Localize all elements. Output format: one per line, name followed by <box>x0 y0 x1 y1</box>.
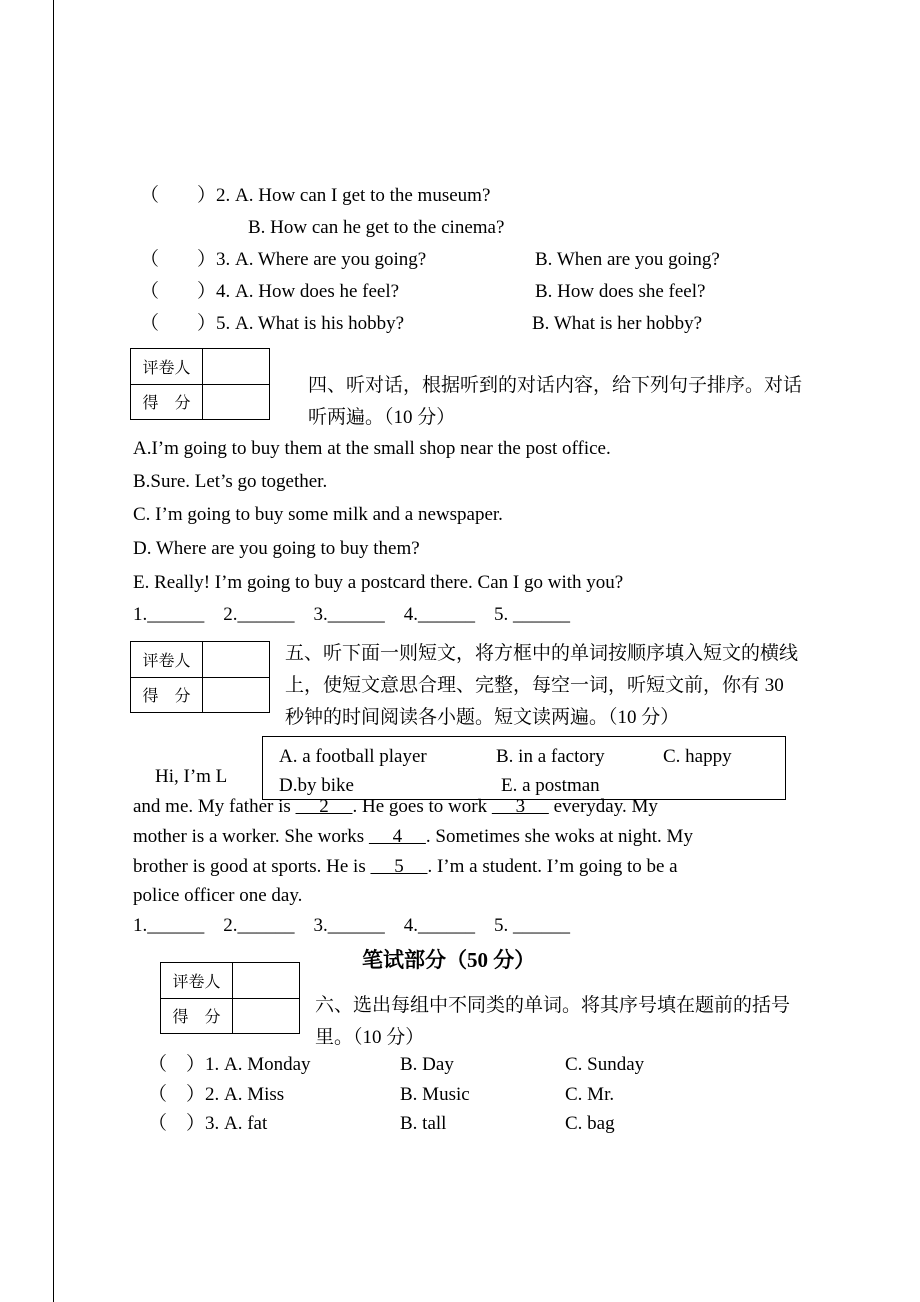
written-section-heading: 笔试部分（50 分） <box>362 948 536 972</box>
section5-title-line3: 秒钟的时间阅读各小题。短文读两遍。（10 分） <box>285 707 680 728</box>
passage-blank-5: 5 <box>370 856 428 877</box>
word-bank-option-b: B. in a factory <box>496 746 605 767</box>
section4-title-line2: 听两遍。（10 分） <box>308 407 456 428</box>
section4-answer-blanks: 1.______ 2.______ 3.______ 4.______ 5. ______ <box>133 604 570 625</box>
classify-item-3-b: B. tall <box>400 1113 447 1134</box>
score-input-cell <box>203 385 269 420</box>
score-box-section5 <box>130 641 270 713</box>
reviewer-input-cell <box>233 963 299 998</box>
word-bank-box <box>262 736 786 800</box>
passage-line-1: Hi, I’m L <box>155 766 228 787</box>
classify-item-3-c: C. bag <box>565 1113 615 1134</box>
section4-option-d: D. Where are you going to buy them? <box>133 538 420 559</box>
passage-blank-3: 3 <box>491 796 549 817</box>
score-input-cell <box>233 999 299 1034</box>
listening-q5-option-b: B. What is her hobby? <box>532 313 703 334</box>
listening-q3-option-a: （ ）3. A. Where are you going? <box>140 249 427 270</box>
score-row <box>161 998 299 1034</box>
reviewer-label: 评卷人 <box>131 642 203 677</box>
passage-blank-4: 4 <box>368 826 426 847</box>
classify-item-1-c: C. Sunday <box>565 1054 645 1075</box>
listening-q2-line1: （ ）2. A. How can I get to the museum? <box>140 185 491 206</box>
listening-q2-line2: B. How can he get to the cinema? <box>248 217 505 238</box>
section4-option-e: E. Really! I’m going to buy a postcard there. Can I go with you? <box>133 572 624 593</box>
reviewer-label: 评卷人 <box>131 349 203 384</box>
word-bank-option-a: A. a football player <box>279 746 427 767</box>
listening-q5-option-a: （ ）5. A. What is his hobby? <box>140 313 405 334</box>
section4-option-a: A.I’m going to buy them at the small shop near the post office. <box>133 438 611 459</box>
score-label: 得 分 <box>131 678 203 713</box>
reviewer-label: 评卷人 <box>161 963 233 998</box>
classify-item-2-c: C. Mr. <box>565 1084 615 1105</box>
reviewer-input-cell <box>203 349 269 384</box>
score-row <box>131 384 269 420</box>
classify-item-2-b: B. Music <box>400 1084 470 1105</box>
section5-title-line1: 五、听下面一则短文，将方框中的单词按顺序填入短文的横线 <box>285 643 799 664</box>
reviewer-row <box>131 642 269 677</box>
passage-line-2 <box>133 794 658 819</box>
section4-option-c: C. I’m going to buy some milk and a newspaper. <box>133 504 503 525</box>
passage-text: everyday. My <box>548 796 658 817</box>
score-box-section6 <box>160 962 300 1034</box>
score-label: 得 分 <box>131 385 203 420</box>
passage-text: . He goes to work <box>352 796 492 817</box>
word-bank-option-d: D.by bike <box>279 775 354 796</box>
passage-blank-2: 2 <box>295 796 353 817</box>
left-margin-line <box>53 0 54 1302</box>
reviewer-input-cell <box>203 642 269 677</box>
listening-q4-option-a: （ ）4. A. How does he feel? <box>140 281 400 302</box>
section6-title-line1: 六、选出每组中不同类的单词。将其序号填在题前的括号 <box>315 995 791 1016</box>
passage-text: brother is good at sports. He is <box>133 856 371 877</box>
score-box-section4 <box>130 348 270 420</box>
listening-q4-option-b: B. How does she feel? <box>535 281 706 302</box>
classify-item-2-a: （ ）2. A. Miss <box>148 1084 285 1105</box>
section4-title-line1: 四、听对话，根据听到的对话内容，给下列句子排序。对话 <box>308 375 803 396</box>
score-row <box>131 677 269 713</box>
passage-text: . Sometimes she woks at night. My <box>425 826 693 847</box>
word-bank-option-e: E. a postman <box>501 775 600 796</box>
section4-option-b: B.Sure. Let’s go together. <box>133 471 328 492</box>
classify-item-1-a: （ ）1. A. Monday <box>148 1054 311 1075</box>
section6-title-line2: 里。（10 分） <box>315 1027 425 1048</box>
section5-answer-blanks: 1.______ 2.______ 3.______ 4.______ 5. ______ <box>133 915 570 936</box>
reviewer-row <box>161 963 299 998</box>
score-input-cell <box>203 678 269 713</box>
listening-q3-option-b: B. When are you going? <box>535 249 720 270</box>
reviewer-row <box>131 349 269 384</box>
passage-line-4 <box>133 854 678 879</box>
passage-text: mother is a worker. She works <box>133 826 369 847</box>
section5-title-line2: 上，使短文意思合理、完整，每空一词，听短文前，你有 30 <box>285 675 784 696</box>
score-label: 得 分 <box>161 999 233 1034</box>
passage-text: and me. My father is <box>133 796 296 817</box>
word-bank-option-c: C. happy <box>663 746 732 767</box>
classify-item-3-a: （ ）3. A. fat <box>148 1113 268 1134</box>
passage-line-3 <box>133 824 693 849</box>
passage-text: . I’m a student. I’m going to be a <box>427 856 678 877</box>
classify-item-1-b: B. Day <box>400 1054 454 1075</box>
passage-line-5: police officer one day. <box>133 885 303 906</box>
